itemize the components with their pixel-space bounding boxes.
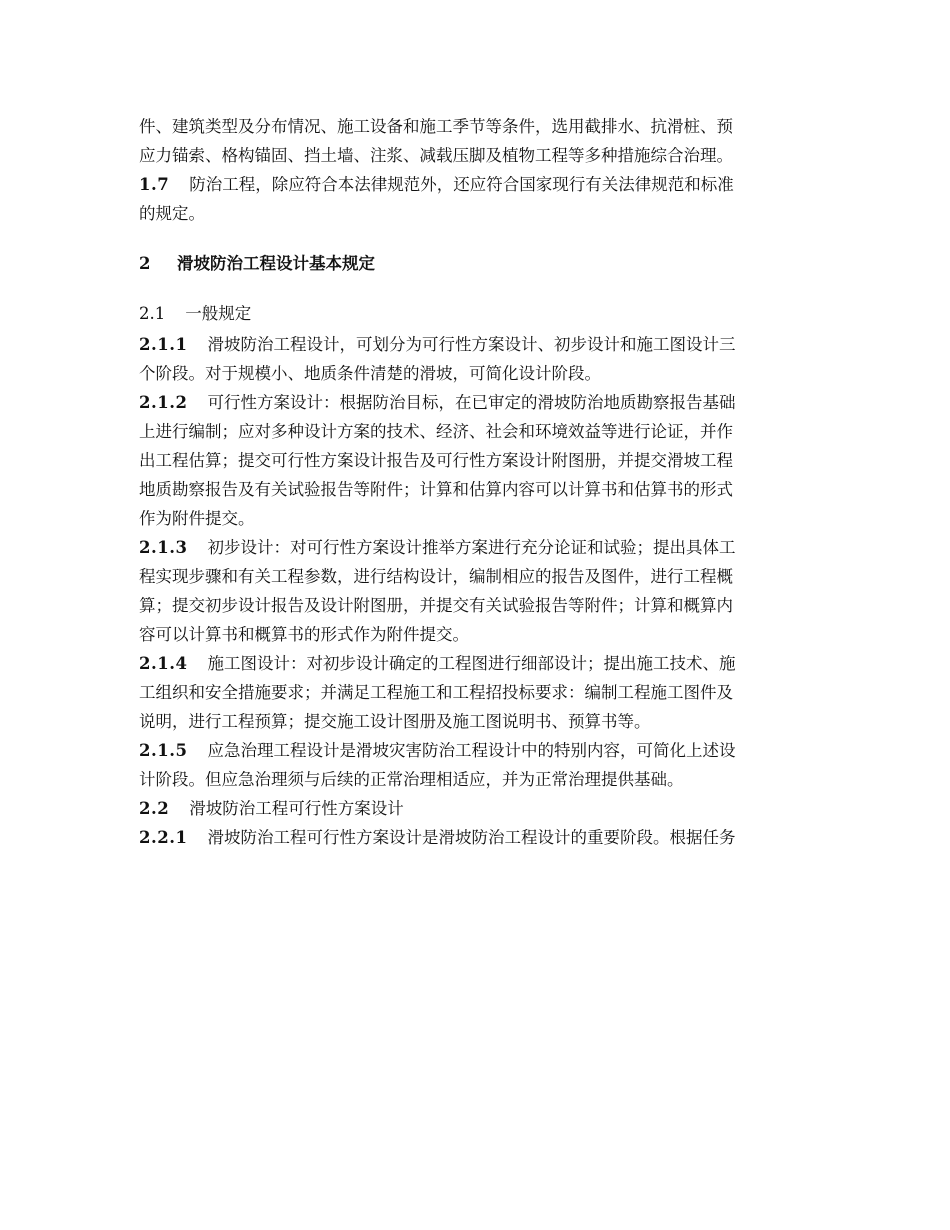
text-line: 上进行编制；应对多种设计方案的技术、经济、社会和环境效益等进行论证，并作	[139, 422, 733, 441]
text-line: 初步设计：对可行性方案设计推举方案进行充分论证和试验；提出具体工	[207, 538, 736, 557]
subsection-heading-2-1	[139, 299, 814, 328]
text-line: 地质勘察报告及有关试验报告等附件；计算和估算内容可以计算书和估算书的形式	[139, 480, 733, 499]
text-line: 出工程估算；提交可行性方案设计报告及可行性方案设计附图册，并提交滑坡工程	[139, 451, 733, 470]
text-line: 的规定。	[139, 204, 205, 223]
text-line: 容可以计算书和概算书的形式作为附件提交。	[139, 625, 469, 644]
text-line: 计阶段。但应急治理须与后续的正常治理相适应，并为正常治理提供基础。	[139, 770, 684, 789]
text-line: 程实现步骤和有关工程参数，进行结构设计，编制相应的报告及图件，进行工程概	[139, 567, 733, 586]
text-line: 个阶段。对于规模小、地质条件清楚的滑坡，可简化设计阶段。	[139, 364, 601, 383]
section-number: 2.2.1	[139, 828, 188, 847]
text-line: 应力锚索、格构锚固、挡土墙、注浆、减载压脚及植物工程等多种措施综合治理。	[139, 146, 733, 165]
text-line: 可行性方案设计：根据防治目标，在已审定的滑坡防治地质勘察报告基础	[207, 393, 736, 412]
text-line: 防治工程，除应符合本法律规范外，还应符合国家现行有关法律规范和标准	[189, 175, 734, 194]
text-line: 工组织和安全措施要求；并满足工程施工和工程招投标要求：编制工程施工图件及	[139, 683, 733, 702]
section-number: 2.1	[139, 304, 166, 323]
section-number: 1.7	[139, 175, 170, 194]
paragraph-2-1-3	[139, 533, 814, 649]
section-number: 2.2	[139, 799, 170, 818]
paragraph-2-1-4	[139, 649, 814, 736]
heading-title: 滑坡防治工程可行性方案设计	[189, 799, 404, 818]
section-number: 2.1.1	[139, 335, 188, 354]
paragraph-2-1-5	[139, 736, 814, 794]
section-heading-2	[139, 249, 814, 278]
subsection-heading-2-2	[139, 794, 814, 823]
text-line: 算；提交初步设计报告及设计附图册，并提交有关试验报告等附件；计算和概算内	[139, 596, 733, 615]
paragraph-1-7	[139, 170, 814, 228]
section-number: 2.1.4	[139, 654, 188, 673]
text-line: 应急治理工程设计是滑坡灾害防治工程设计中的特别内容，可简化上述设	[207, 741, 736, 760]
text-line: 件、建筑类型及分布情况、施工设备和施工季节等条件，选用截排水、抗滑桩、预	[139, 117, 733, 136]
text-line: 滑坡防治工程可行性方案设计是滑坡防治工程设计的重要阶段。根据任务	[207, 828, 736, 847]
section-number: 2.1.5	[139, 741, 188, 760]
paragraph-1-6-continued	[139, 112, 814, 170]
section-number: 2.1.2	[139, 393, 188, 412]
section-number: 2	[139, 254, 151, 273]
paragraph-2-1-1	[139, 330, 814, 388]
section-number: 2.1.3	[139, 538, 188, 557]
paragraph-2-2-1	[139, 823, 814, 852]
text-line: 施工图设计：对初步设计确定的工程图进行细部设计；提出施工技术、施	[207, 654, 736, 673]
heading-title: 滑坡防治工程设计基本规定	[176, 254, 375, 273]
text-line: 说明，进行工程预算；提交施工设计图册及施工图说明书、预算书等。	[139, 712, 651, 731]
heading-title: 一般规定	[185, 304, 252, 323]
text-line: 作为附件提交。	[139, 509, 255, 528]
document-page	[139, 112, 814, 852]
paragraph-2-1-2	[139, 388, 814, 533]
text-line: 滑坡防治工程设计，可划分为可行性方案设计、初步设计和施工图设计三	[207, 335, 736, 354]
